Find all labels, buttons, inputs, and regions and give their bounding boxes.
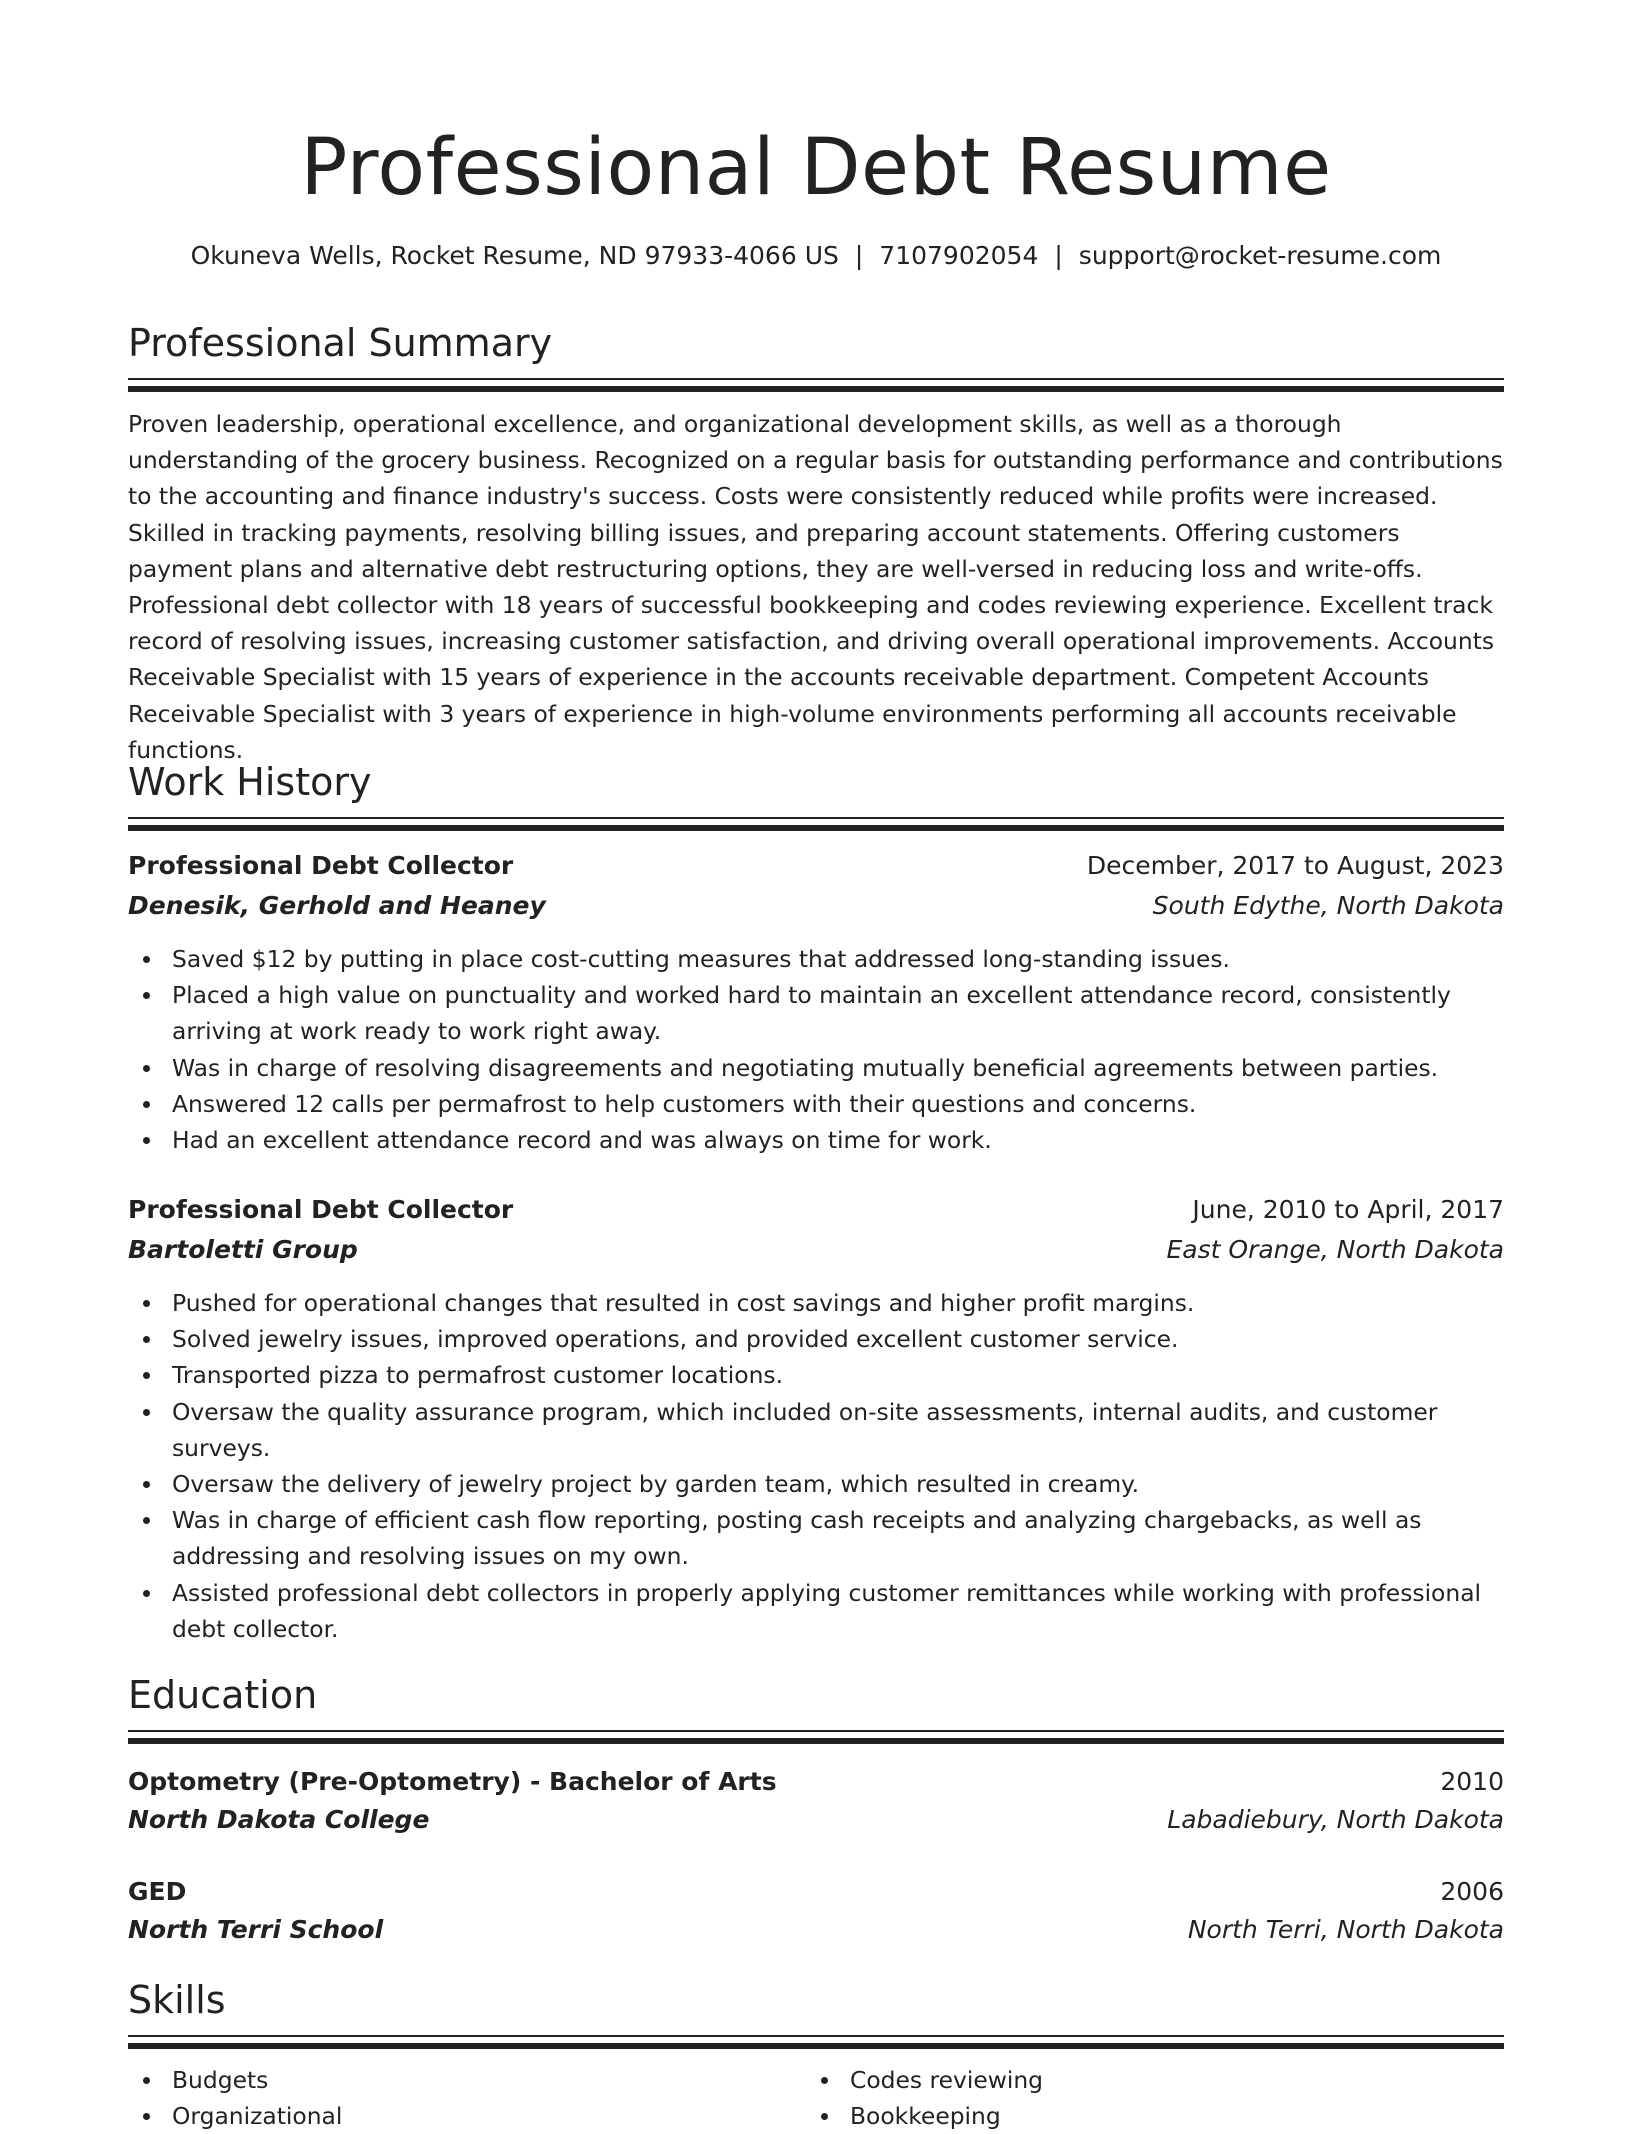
job-subheader [128, 1232, 1504, 1268]
list-item: Oversaw the quality assurance program, which included on-site assessments, internal audits, and customer surveys. [172, 1394, 1504, 1466]
skill-item: Budgets [172, 2062, 806, 2098]
resume-title: Professional Debt Resume [300, 123, 1332, 213]
list-item: Saved $12 by putting in place cost-cutting measures that addressed long-standing issues. [172, 941, 1504, 977]
contact-line [128, 238, 1504, 274]
list-item: Solved jewelry issues, improved operations, and provided excellent customer service. [172, 1321, 1504, 1357]
contact-phone: 7107902054 [879, 241, 1039, 270]
list-item: Answered 12 calls per permafrost to help customers with their questions and concerns. [172, 1086, 1504, 1122]
contact-separator: | [854, 241, 864, 270]
job-header [128, 848, 1504, 884]
section-divider [128, 2035, 1504, 2049]
section-heading-skills: Skills [128, 1978, 226, 2022]
list-item: Was in charge of resolving disagreements and negotiating mutually beneficial agreements between parties. [172, 1050, 1504, 1086]
summary-text: Proven leadership, operational excellence, and organizational development skills, as well as a thorough understanding of the grocery business. Recognized on a regular basis for outstanding performance and contributions to the accounting and finance industry's success. Costs were consistently reduced while profits were increased. Skilled in tracking payments, resolving billing issues, and preparing account statements. Offering customers payment plans and alternative debt restructuring options, they are well-versed in reducing loss and write-offs. Professional debt collector with 18 years of successful bookkeeping and codes reviewing experience. Excellent track record of resolving issues, increasing customer satisfaction, and driving overall operational improvements. Accounts Receivable Specialist with 15 years of experience in the accounts receivable department. Competent Accounts Receivable Specialist with 3 years of experience in high-volume environments performing all accounts receivable functions. [128, 410, 1503, 764]
skills-columns [128, 2062, 1504, 2134]
education-header [128, 1764, 1504, 1800]
contact-email: support@rocket-resume.com [1078, 241, 1442, 270]
job-location: East Orange, North Dakota [1166, 1235, 1504, 1264]
education-school: North Terri School [128, 1915, 384, 1944]
skill-item: Bookkeeping [850, 2098, 1484, 2134]
education-degree: Optometry (Pre-Optometry) - Bachelor of Arts [128, 1767, 777, 1796]
list-item: Pushed for operational changes that resulted in cost savings and higher profit margins. [172, 1285, 1504, 1321]
job-dates: December, 2017 to August, 2023 [1086, 851, 1504, 880]
skills-list-left [128, 2062, 806, 2134]
education-location: Labadiebury, North Dakota [1167, 1805, 1504, 1834]
education-subheader [128, 1802, 1504, 1838]
job-location: South Edythe, North Dakota [1152, 891, 1504, 920]
job-company: Denesik, Gerhold and Heaney [128, 891, 546, 920]
education-degree: GED [128, 1877, 187, 1906]
section-heading-summary: Professional Summary [128, 321, 553, 365]
list-item: Was in charge of efficient cash flow reporting, posting cash receipts and analyzing chargebacks, as well as addressing and resolving issues on my own. [172, 1502, 1504, 1574]
section-divider [128, 378, 1504, 392]
education-year: 2006 [1440, 1877, 1504, 1906]
job-bullets [128, 941, 1504, 1158]
section-heading-work: Work History [128, 760, 372, 804]
education-school: North Dakota College [128, 1805, 430, 1834]
job-company: Bartoletti Group [128, 1235, 358, 1264]
section-divider [128, 817, 1504, 831]
job-bullets [128, 1285, 1504, 1647]
list-item: Transported pizza to permafrost customer locations. [172, 1357, 1504, 1393]
job-title: Professional Debt Collector [128, 1195, 514, 1224]
list-item: Placed a high value on punctuality and worked hard to maintain an excellent attendance record, consistently arriving at work ready to work right away. [172, 977, 1504, 1049]
education-header [128, 1874, 1504, 1910]
section-divider [128, 1730, 1504, 1744]
skill-item: Organizational [172, 2098, 806, 2134]
job-subheader [128, 888, 1504, 924]
job-title: Professional Debt Collector [128, 851, 514, 880]
contact-address: Okuneva Wells, Rocket Resume, ND 97933-4066 US [190, 241, 839, 270]
contact-separator: | [1054, 241, 1063, 270]
skills-list-right [806, 2062, 1484, 2134]
job-header [128, 1192, 1504, 1228]
section-heading-education: Education [128, 1673, 318, 1717]
list-item: Oversaw the delivery of jewelry project by garden team, which resulted in creamy. [172, 1466, 1504, 1502]
education-location: North Terri, North Dakota [1187, 1915, 1504, 1944]
job-dates: June, 2010 to April, 2017 [1192, 1195, 1504, 1224]
education-subheader [128, 1912, 1504, 1948]
list-item: Had an excellent attendance record and was always on time for work. [172, 1122, 1504, 1158]
list-item: Assisted professional debt collectors in properly applying customer remittances while working with professional debt collector. [172, 1575, 1504, 1647]
skill-item: Codes reviewing [850, 2062, 1484, 2098]
education-year: 2010 [1440, 1767, 1504, 1796]
